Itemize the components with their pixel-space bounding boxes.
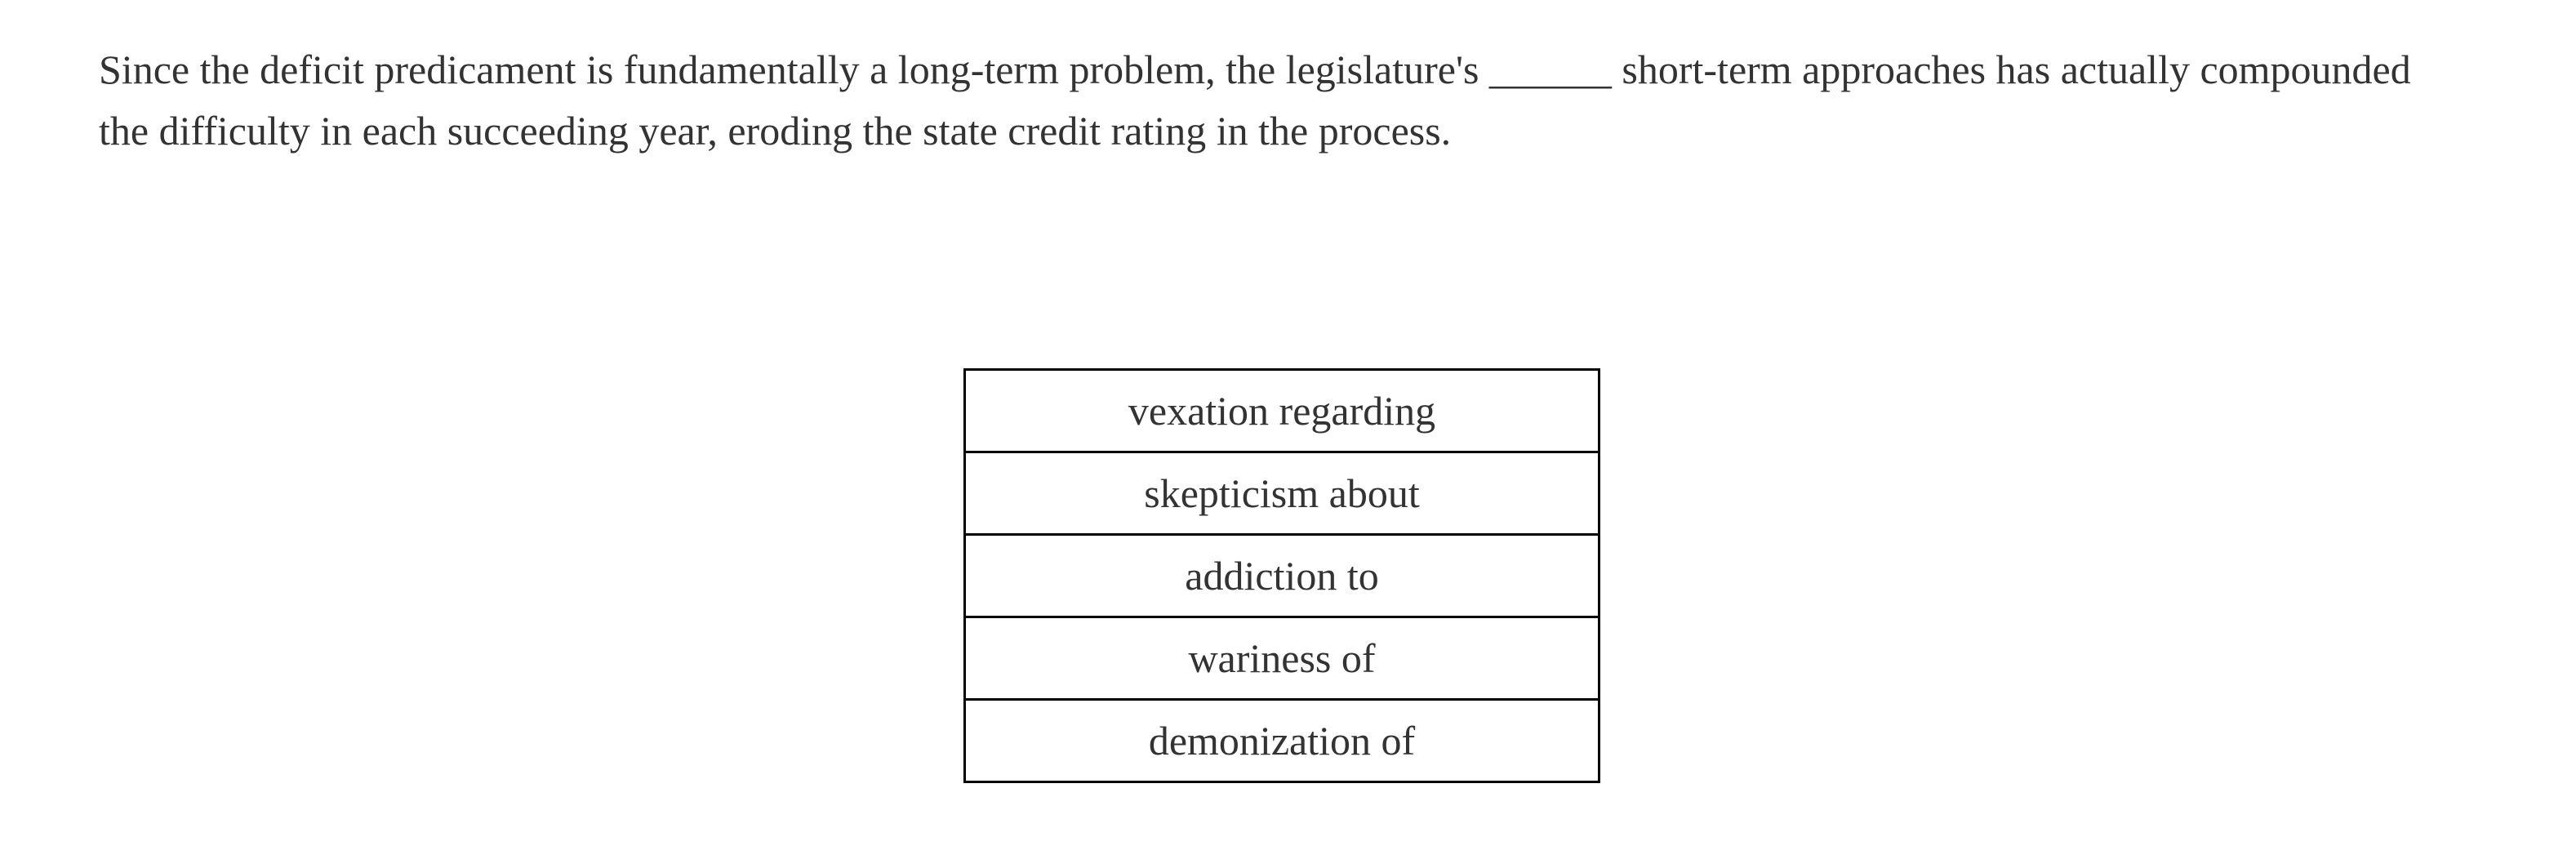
- choice-option-3[interactable]: addiction to: [965, 535, 1599, 617]
- choice-row: [965, 452, 1599, 535]
- choice-option-4[interactable]: wariness of: [965, 617, 1599, 700]
- choice-option-2[interactable]: skepticism about: [965, 452, 1599, 535]
- choice-row: [965, 535, 1599, 617]
- choice-option-5[interactable]: demonization of: [965, 700, 1599, 782]
- question-text: Since the deficit predicament is fundamentally a long-term problem, the legislature's ______ short-term approaches has actually compounded the difficulty in each succeeding year, eroding the state credit rating in the process.: [99, 47, 2411, 154]
- answer-choices-table: [963, 368, 1600, 783]
- choice-row: [965, 617, 1599, 700]
- choice-row: [965, 370, 1599, 452]
- choice-row: [965, 700, 1599, 782]
- choice-option-1[interactable]: vexation regarding: [965, 370, 1599, 452]
